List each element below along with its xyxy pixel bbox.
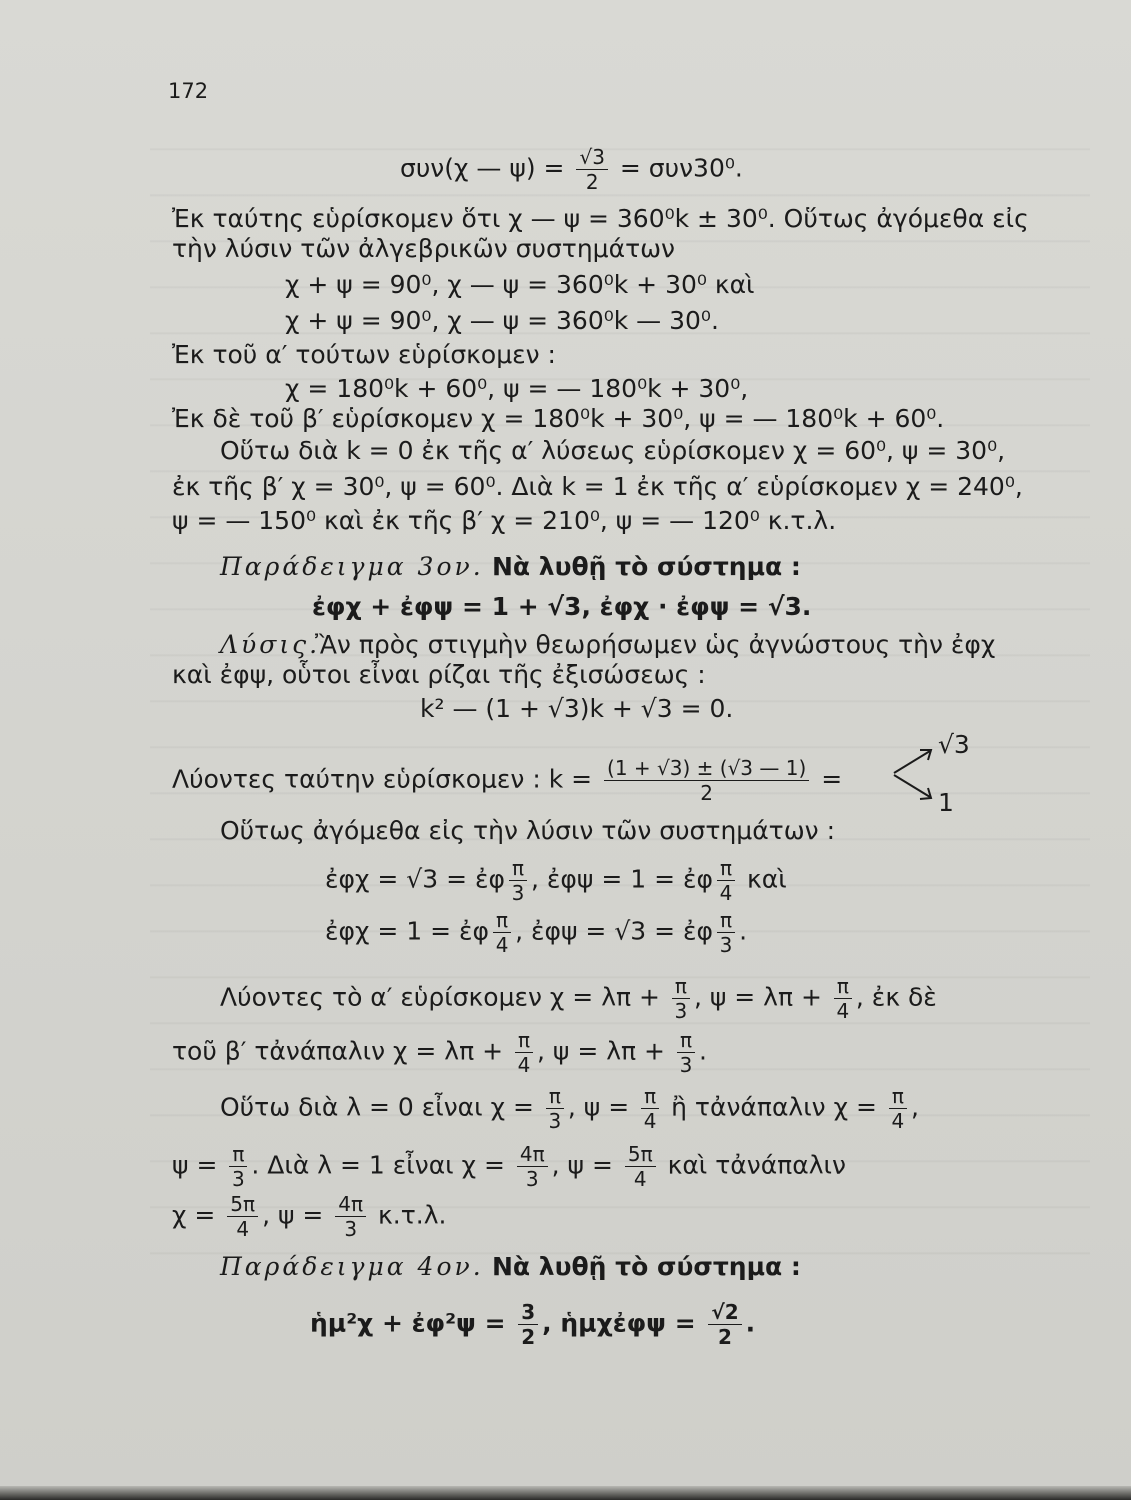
line-text: , ἐκ δὲ <box>855 982 937 1012</box>
fraction-numerator: π <box>509 858 527 881</box>
text-line <box>172 404 944 434</box>
line-text: . <box>699 1036 707 1066</box>
line-text: Οὕτως ἀγόμεθα εἰς τὴν λύσιν τῶν συστημάτων : <box>220 816 835 845</box>
line-text: Ἐκ δὲ τοῦ β′ εὑρίσκομεν χ = 180⁰k + 30⁰, ψ = — 180⁰k + 60⁰. <box>172 404 945 433</box>
page-edge <box>0 1486 1131 1500</box>
line-text: 1 <box>938 788 954 817</box>
root-value <box>938 788 954 818</box>
fraction-numerator: π <box>717 858 735 881</box>
line-text: Λύοντες ταύτην εὑρίσκομεν : k = <box>172 764 601 794</box>
line-text: Οὕτω διὰ λ = 0 εἶναι χ = <box>220 1092 542 1122</box>
text-line <box>172 340 556 370</box>
fraction-denominator: 2 <box>585 170 599 194</box>
equation-line <box>285 374 748 404</box>
fraction-numerator: 3 <box>518 1302 538 1325</box>
line-text: Παράδειγμα 3ον. <box>220 552 484 581</box>
root-value <box>938 730 970 760</box>
line-text: , ψ = λπ + <box>693 982 830 1012</box>
line-text: Λύσις. <box>220 630 321 659</box>
fraction-numerator: π <box>641 1086 659 1109</box>
fraction-numerator: 4π <box>335 1194 366 1217</box>
fraction-numerator: (1 + √3) ± (√3 — 1) <box>604 758 809 781</box>
equation-line <box>312 592 811 622</box>
line-text: ἐφχ = 1 = ἐφ <box>325 916 490 946</box>
line-text: Παράδειγμα 4ον. <box>220 1252 484 1281</box>
fraction-numerator: π <box>677 1030 695 1053</box>
example-heading-text <box>492 1252 801 1282</box>
fraction-numerator: 5π <box>625 1144 656 1167</box>
page-number: 172 <box>168 79 209 103</box>
fraction-denominator: 3 <box>511 881 525 905</box>
line-text: ἢ τἀνάπαλιν χ = <box>663 1092 885 1122</box>
fraction-denominator: 4 <box>517 1053 531 1077</box>
line-text: Λύοντες τὸ α′ εὑρίσκομεν χ = λπ + <box>220 982 668 1012</box>
line-text: τὴν λύσιν τῶν ἀλγεβρικῶν συστημάτων <box>172 234 676 263</box>
text-line <box>220 436 1005 466</box>
fraction <box>335 1194 366 1239</box>
line-text: . <box>739 916 748 946</box>
text-line <box>220 816 835 846</box>
fraction <box>708 1302 741 1347</box>
fraction <box>672 976 690 1021</box>
text-line <box>220 1086 919 1131</box>
fraction-denominator: 3 <box>548 1109 562 1133</box>
example-heading-text <box>492 552 801 582</box>
line-text: Νὰ λυθῇ τὸ σύστημα : <box>492 552 801 581</box>
text-line <box>172 472 1023 502</box>
line-text: καὶ τἀνάπαλιν <box>659 1150 846 1180</box>
line-text: , ἡμχἐφψ = <box>542 1308 705 1338</box>
fraction-numerator: π <box>834 976 852 999</box>
line-text: , <box>910 1092 919 1122</box>
fraction <box>493 910 511 955</box>
example-heading <box>220 552 484 582</box>
line-text: ἐφχ = √3 = ἐφ <box>325 864 505 894</box>
line-text: Νὰ λυθῇ τὸ σύστημα : <box>492 1252 801 1281</box>
line-text: , ψ = <box>567 1092 638 1122</box>
line-text: = συν30⁰. <box>611 153 743 183</box>
fraction-denominator: 4 <box>719 881 733 905</box>
fraction <box>229 1144 247 1189</box>
fraction <box>509 858 527 903</box>
line-text: . <box>745 1308 756 1338</box>
line-text: ἡμ²χ + ἐφ²ψ = <box>310 1308 515 1338</box>
fraction-numerator: π <box>889 1086 907 1109</box>
fraction <box>227 1194 258 1239</box>
text-line <box>172 1030 707 1075</box>
fraction-numerator: π <box>546 1086 564 1109</box>
fraction-numerator: π <box>229 1144 247 1167</box>
line-text: χ = 180⁰k + 60⁰, ψ = — 180⁰k + 30⁰, <box>285 374 749 403</box>
line-text: Ἐκ τοῦ α′ τούτων εὑρίσκομεν : <box>172 340 556 369</box>
fraction-denominator: 4 <box>495 933 509 957</box>
equation-line <box>285 306 719 336</box>
line-text: χ + ψ = 90⁰, χ — ψ = 360⁰k — 30⁰. <box>285 306 719 335</box>
equation-line <box>400 147 743 192</box>
line-text: , ἐφψ = √3 = ἐφ <box>515 916 714 946</box>
text-line <box>172 204 1029 234</box>
fraction-denominator: 2 <box>700 781 714 805</box>
solution-heading <box>220 630 320 660</box>
fraction-denominator: 3 <box>344 1217 358 1241</box>
line-text: καὶ ἐφψ, οὗτοι εἶναι ρίζαι τῆς ἐξισώσεως : <box>172 660 706 689</box>
fraction <box>517 1144 548 1189</box>
fraction-denominator: 4 <box>891 1109 905 1133</box>
text-line <box>172 234 675 264</box>
fraction <box>889 1086 907 1131</box>
line-text: Οὕτω διὰ k = 0 ἐκ τῆς α′ λύσεως εὑρίσκομεν χ = 60⁰, ψ = 30⁰, <box>220 436 1006 465</box>
line-text: κ.τ.λ. <box>370 1200 447 1230</box>
fraction-denominator: 3 <box>674 999 688 1023</box>
line-text: ψ = <box>172 1150 226 1180</box>
text-line <box>172 1144 846 1189</box>
fraction-numerator: 4π <box>517 1144 548 1167</box>
line-text: . Διὰ λ = 1 εἶναι χ = <box>251 1150 513 1180</box>
text-line <box>172 1194 446 1239</box>
line-text: k² — (1 + √3)k + √3 = 0. <box>420 694 734 723</box>
equation-line <box>325 858 787 903</box>
equation-line <box>325 910 747 955</box>
fraction <box>717 858 735 903</box>
fraction-denominator: 3 <box>719 933 733 957</box>
line-text: συν(χ — ψ) = <box>400 153 573 183</box>
line-text: , ψ = <box>262 1200 332 1230</box>
line-text: ψ = — 150⁰ καὶ ἐκ τῆς β′ χ = 210⁰, ψ = — 120⁰ κ.τ.λ. <box>172 506 837 535</box>
line-text: Ἂν πρὸς στιγμὴν θεωρήσωμεν ὡς ἀγνώστους τὴν ἐφχ <box>315 630 996 659</box>
fraction-denominator: 3 <box>232 1167 245 1191</box>
fraction-denominator: 3 <box>679 1053 693 1077</box>
fraction <box>576 147 607 192</box>
line-text: , ψ = λπ + <box>537 1036 673 1066</box>
fraction <box>604 758 809 803</box>
text-line <box>220 976 937 1021</box>
fraction <box>546 1086 564 1131</box>
fraction-numerator: π <box>493 910 511 933</box>
line-text: √3 <box>938 730 970 759</box>
fraction <box>641 1086 659 1131</box>
equation-line <box>420 694 733 724</box>
fraction-denominator: 4 <box>836 999 850 1023</box>
fraction-numerator: √3 <box>576 147 607 170</box>
line-text: ἐκ τῆς β′ χ = 30⁰, ψ = 60⁰. Διὰ k = 1 ἐκ τῆς α′ εὑρίσκομεν χ = 240⁰, <box>172 472 1023 501</box>
equation-line <box>172 758 842 803</box>
fraction <box>518 1302 538 1347</box>
fraction <box>834 976 852 1021</box>
equation-line <box>310 1302 755 1347</box>
example-heading <box>220 1252 484 1282</box>
line-text: χ + ψ = 90⁰, χ — ψ = 360⁰k + 30⁰ καὶ <box>285 270 755 299</box>
fraction-denominator: 4 <box>633 1167 647 1191</box>
fraction <box>515 1030 533 1075</box>
fraction <box>717 910 735 955</box>
line-text: τοῦ β′ τἀνάπαλιν χ = λπ + <box>172 1036 511 1066</box>
fraction-numerator: π <box>672 976 690 999</box>
branch-arrows <box>890 745 940 805</box>
line-text: ἐφχ + ἐφψ = 1 + √3, ἐφχ · ἐφψ = √3. <box>312 592 812 621</box>
equation-line <box>285 270 755 300</box>
line-text: , ψ = <box>551 1150 621 1180</box>
fraction <box>677 1030 695 1075</box>
text-line <box>172 660 706 690</box>
fraction-denominator: 4 <box>643 1109 657 1133</box>
text-line <box>315 630 995 660</box>
fraction-denominator: 4 <box>236 1217 250 1241</box>
line-text: χ = <box>172 1200 224 1230</box>
line-text: Ἐκ ταύτης εὑρίσκομεν ὅτι χ — ψ = 360⁰k ± 30⁰. Οὕτως ἀγόμεθα εἰς <box>172 204 1029 233</box>
fraction-numerator: 5π <box>227 1194 258 1217</box>
fraction-denominator: 2 <box>718 1325 732 1349</box>
fraction <box>625 1144 656 1189</box>
fraction-denominator: 2 <box>521 1325 536 1349</box>
text-line <box>172 506 836 536</box>
fraction-numerator: √2 <box>708 1302 741 1325</box>
line-text: καὶ <box>739 864 787 894</box>
fraction-numerator: π <box>515 1030 533 1053</box>
line-text: = <box>813 764 843 794</box>
fraction-numerator: π <box>717 910 735 933</box>
line-text: , ἐφψ = 1 = ἐφ <box>531 864 713 894</box>
fraction-denominator: 3 <box>525 1167 539 1191</box>
